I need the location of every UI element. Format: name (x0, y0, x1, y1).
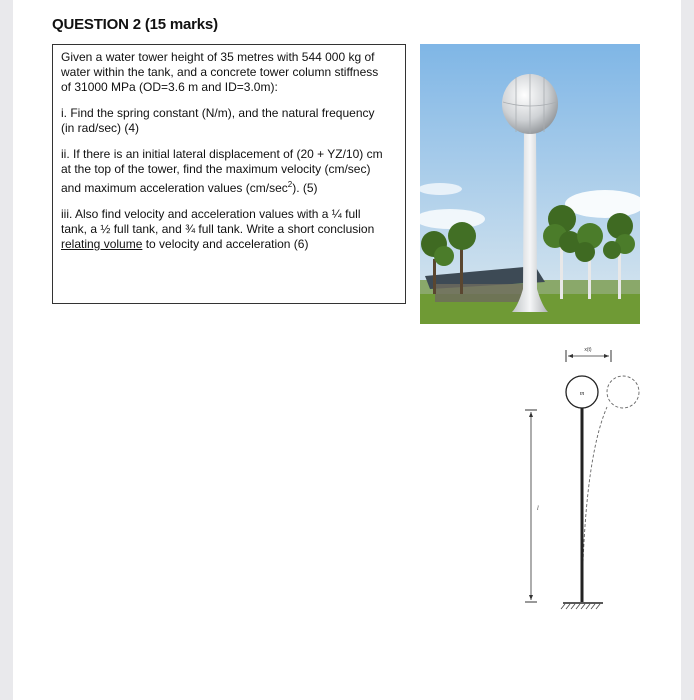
part2-superscript: 2 (287, 180, 293, 189)
intro-line-1: Given a water tower height of 35 metres with 544 000 kg of (61, 50, 375, 64)
intro-line-3: of 31000 MPa (OD=3.6 m and ID=3.0m): (61, 80, 278, 94)
mass-label: m (579, 391, 585, 397)
part3-line-2: tank, a ½ full tank, and ¾ full tank. Write a short conclusion (61, 222, 375, 236)
intro-line-2: water within the tank, and a concrete tower column stiffness (61, 65, 379, 79)
question-part-3 (61, 207, 397, 252)
ground-hatching (561, 604, 600, 609)
part3-line-3-rest: to velocity and acceleration (6) (142, 237, 309, 251)
question-part-2 (61, 147, 397, 196)
part2-line-3-end: ). (5) (292, 181, 318, 195)
part1-line-1: i. Find the spring constant (N/m), and the natural frequency (61, 106, 375, 120)
tower-oscillation-diagram (511, 340, 651, 610)
displaced-mass (607, 376, 639, 408)
part3-underlined-text: relating volume (61, 237, 143, 251)
question-intro (61, 50, 397, 95)
question-box (52, 44, 406, 304)
part1-line-2: (in rad/sec) (4) (61, 121, 140, 135)
deflected-column (582, 407, 607, 602)
cloud (420, 183, 462, 195)
question-title: QUESTION 2 (15 marks) (52, 16, 218, 33)
displacement-label: x(t) (584, 347, 592, 353)
part2-line-3: and maximum acceleration values (cm/sec (61, 181, 288, 195)
document-page (13, 0, 681, 700)
height-label: l (537, 506, 539, 512)
diagram-svg (511, 340, 651, 610)
shed-body (435, 284, 530, 302)
part3-line-1: iii. Also find velocity and acceleration values with a ¼ full (61, 207, 361, 221)
question-part-1 (61, 106, 397, 136)
water-tower-photo (420, 44, 640, 324)
part2-line-1: ii. If there is an initial lateral displacement of (20 + YZ/10) cm (61, 147, 383, 161)
part2-line-2: at the top of the tower, find the maximum velocity (cm/sec) (61, 162, 371, 176)
water-tower-illustration (420, 44, 640, 324)
